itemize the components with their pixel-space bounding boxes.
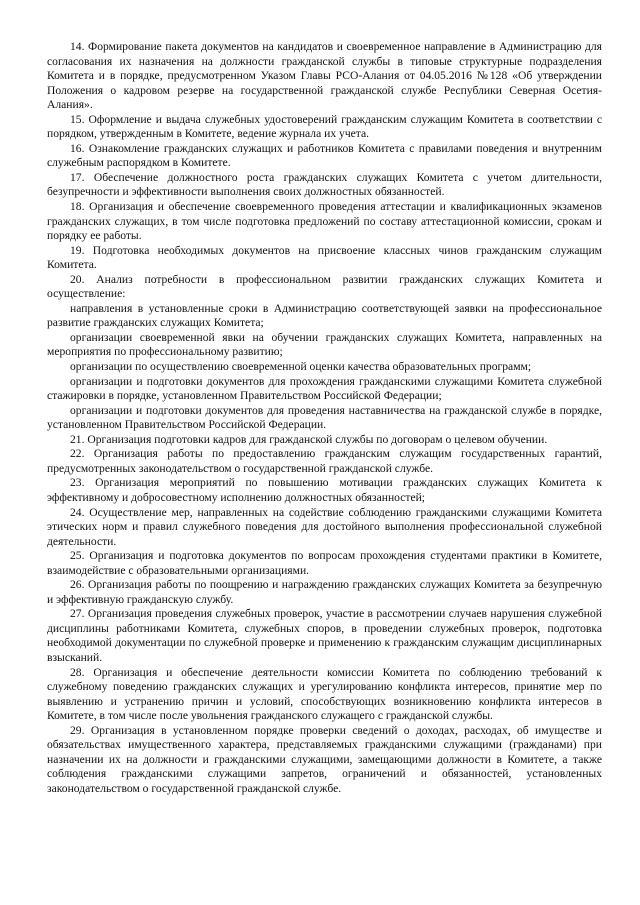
paragraph-25: 25. Организация и подготовка документов по вопросам прохождения студентами практики в Комитете, взаимодействие с образовательными организациями. — [47, 549, 602, 577]
paragraph-26: 26. Организация работы по поощрению и награждению гражданских служащих Комитета за безупречную и эффективную гражданскую службу. — [47, 578, 602, 606]
paragraph-28: 28. Организация и обеспечение деятельности комиссии Комитета по соблюдению требований к служебному поведению гражданских служащих и урегулированию конфликта интересов, принятие мер по выявлению и устранению причин и условий, способствующих возникновению конфликта интересов в Комитете, в том числе после увольнения гражданского служащего с гражданской службы. — [47, 665, 602, 723]
paragraph-20-item-5: организации и подготовки документов для проведения наставничества на гражданской службе в порядке, установленном Правительством Российской Федерации. — [47, 403, 602, 432]
paragraph-29: 29. Организация в установленном порядке проверки сведений о доходах, расходах, об имуществе и обязательствах имущественного характера, представляемых гражданскими служащими (гражданами) при назначении их на должности и гражданскими служащими, замещающими должности в Комитете, а также соблюдения гражданскими служащими запретов, ограничений и обязанностей, установленных законодательством о государственной гражданской службе. — [47, 723, 602, 795]
paragraph-16: 16. Ознакомление гражданских служащих и работников Комитета с правилами поведения и внутренним служебным распорядком в Комитете. — [47, 141, 602, 170]
paragraph-21: 21. Организация подготовки кадров для гражданской службы по договорам о целевом обучении. — [70, 432, 548, 446]
paragraph-20: 20. Анализ потребности в профессиональном развитии гражданских служащих Комитета и осуществление: — [47, 272, 602, 301]
paragraph-20-item-1: направления в установленные сроки в Администрацию соответствующей заявки на профессиональное развитие гражданских служащих Комитета; — [47, 301, 602, 330]
paragraph-17: 17. Обеспечение должностного роста гражданских служащих Комитета с учетом длительности, безупречности и эффективности выполнения своих должностных обязанностей. — [47, 170, 602, 199]
paragraph-23: 23. Организация мероприятий по повышению мотивации гражданских служащих Комитета к эффективному и добросовестному исполнению должностных обязанностей; — [47, 476, 602, 504]
paragraph-27: 27. Организация проведения служебных проверок, участие в рассмотрении случаев нарушения служебной дисциплины работниками Комитета, служебных споров, в проведении служебных проверок, подготовка необходимой документации по служебной проверке и применению к гражданским служащим дисциплинарных взысканий. — [47, 607, 602, 664]
paragraph-22: 22. Организация работы по предоставлению гражданским служащим государственных гарантий, предусмотренных законодательством о государственной гражданской службе. — [47, 447, 602, 475]
paragraph-20-item-4: организации и подготовки документов для прохождения гражданскими служащими Комитета служебной стажировки в порядке, установленном Правительством Российской Федерации; — [47, 374, 602, 403]
paragraph-24: 24. Осуществление мер, направленных на содействие соблюдению гражданскими служащими Комитета этических норм и правил служебного поведения для достойного выполнения профессиональной служебной деятельности. — [47, 505, 602, 548]
paragraph-14: 14. Формирование пакета документов на кандидатов и своевременное направление в Администрацию для согласования их назначения на должности гражданской службы в типовые структурные подразделения Комитета и в порядке, предусмотренном Указом Главы РСО-Алания от 04.05.2016 №128 «Об утверждении Положения о кадровом резерве на государственной гражданской службе Республики Северная Осетия-Алания». — [47, 40, 602, 112]
paragraph-18: 18. Организация и обеспечение своевременного проведения аттестации и квалификационных экзаменов гражданских служащих, в том числе подготовка предложений по составу аттестационной комиссии, срокам и порядку ее работы. — [47, 200, 602, 243]
paragraph-20-item-3: организации по осуществлению своевременной оценки качества образовательных программ; — [70, 360, 532, 374]
paragraph-15: 15. Оформление и выдача служебных удостоверений гражданским служащим Комитета в соответствии с порядком, утвержденным в Комитете, ведение журнала их учета. — [47, 112, 602, 141]
paragraph-19: 19. Подготовка необходимых документов на присвоение классных чинов гражданским служащим Комитета. — [47, 243, 602, 272]
paragraph-20-item-2: организации своевременной явки на обучении гражданских служащих Комитета, направленных на мероприятия по профессиональному развитию; — [47, 330, 602, 359]
